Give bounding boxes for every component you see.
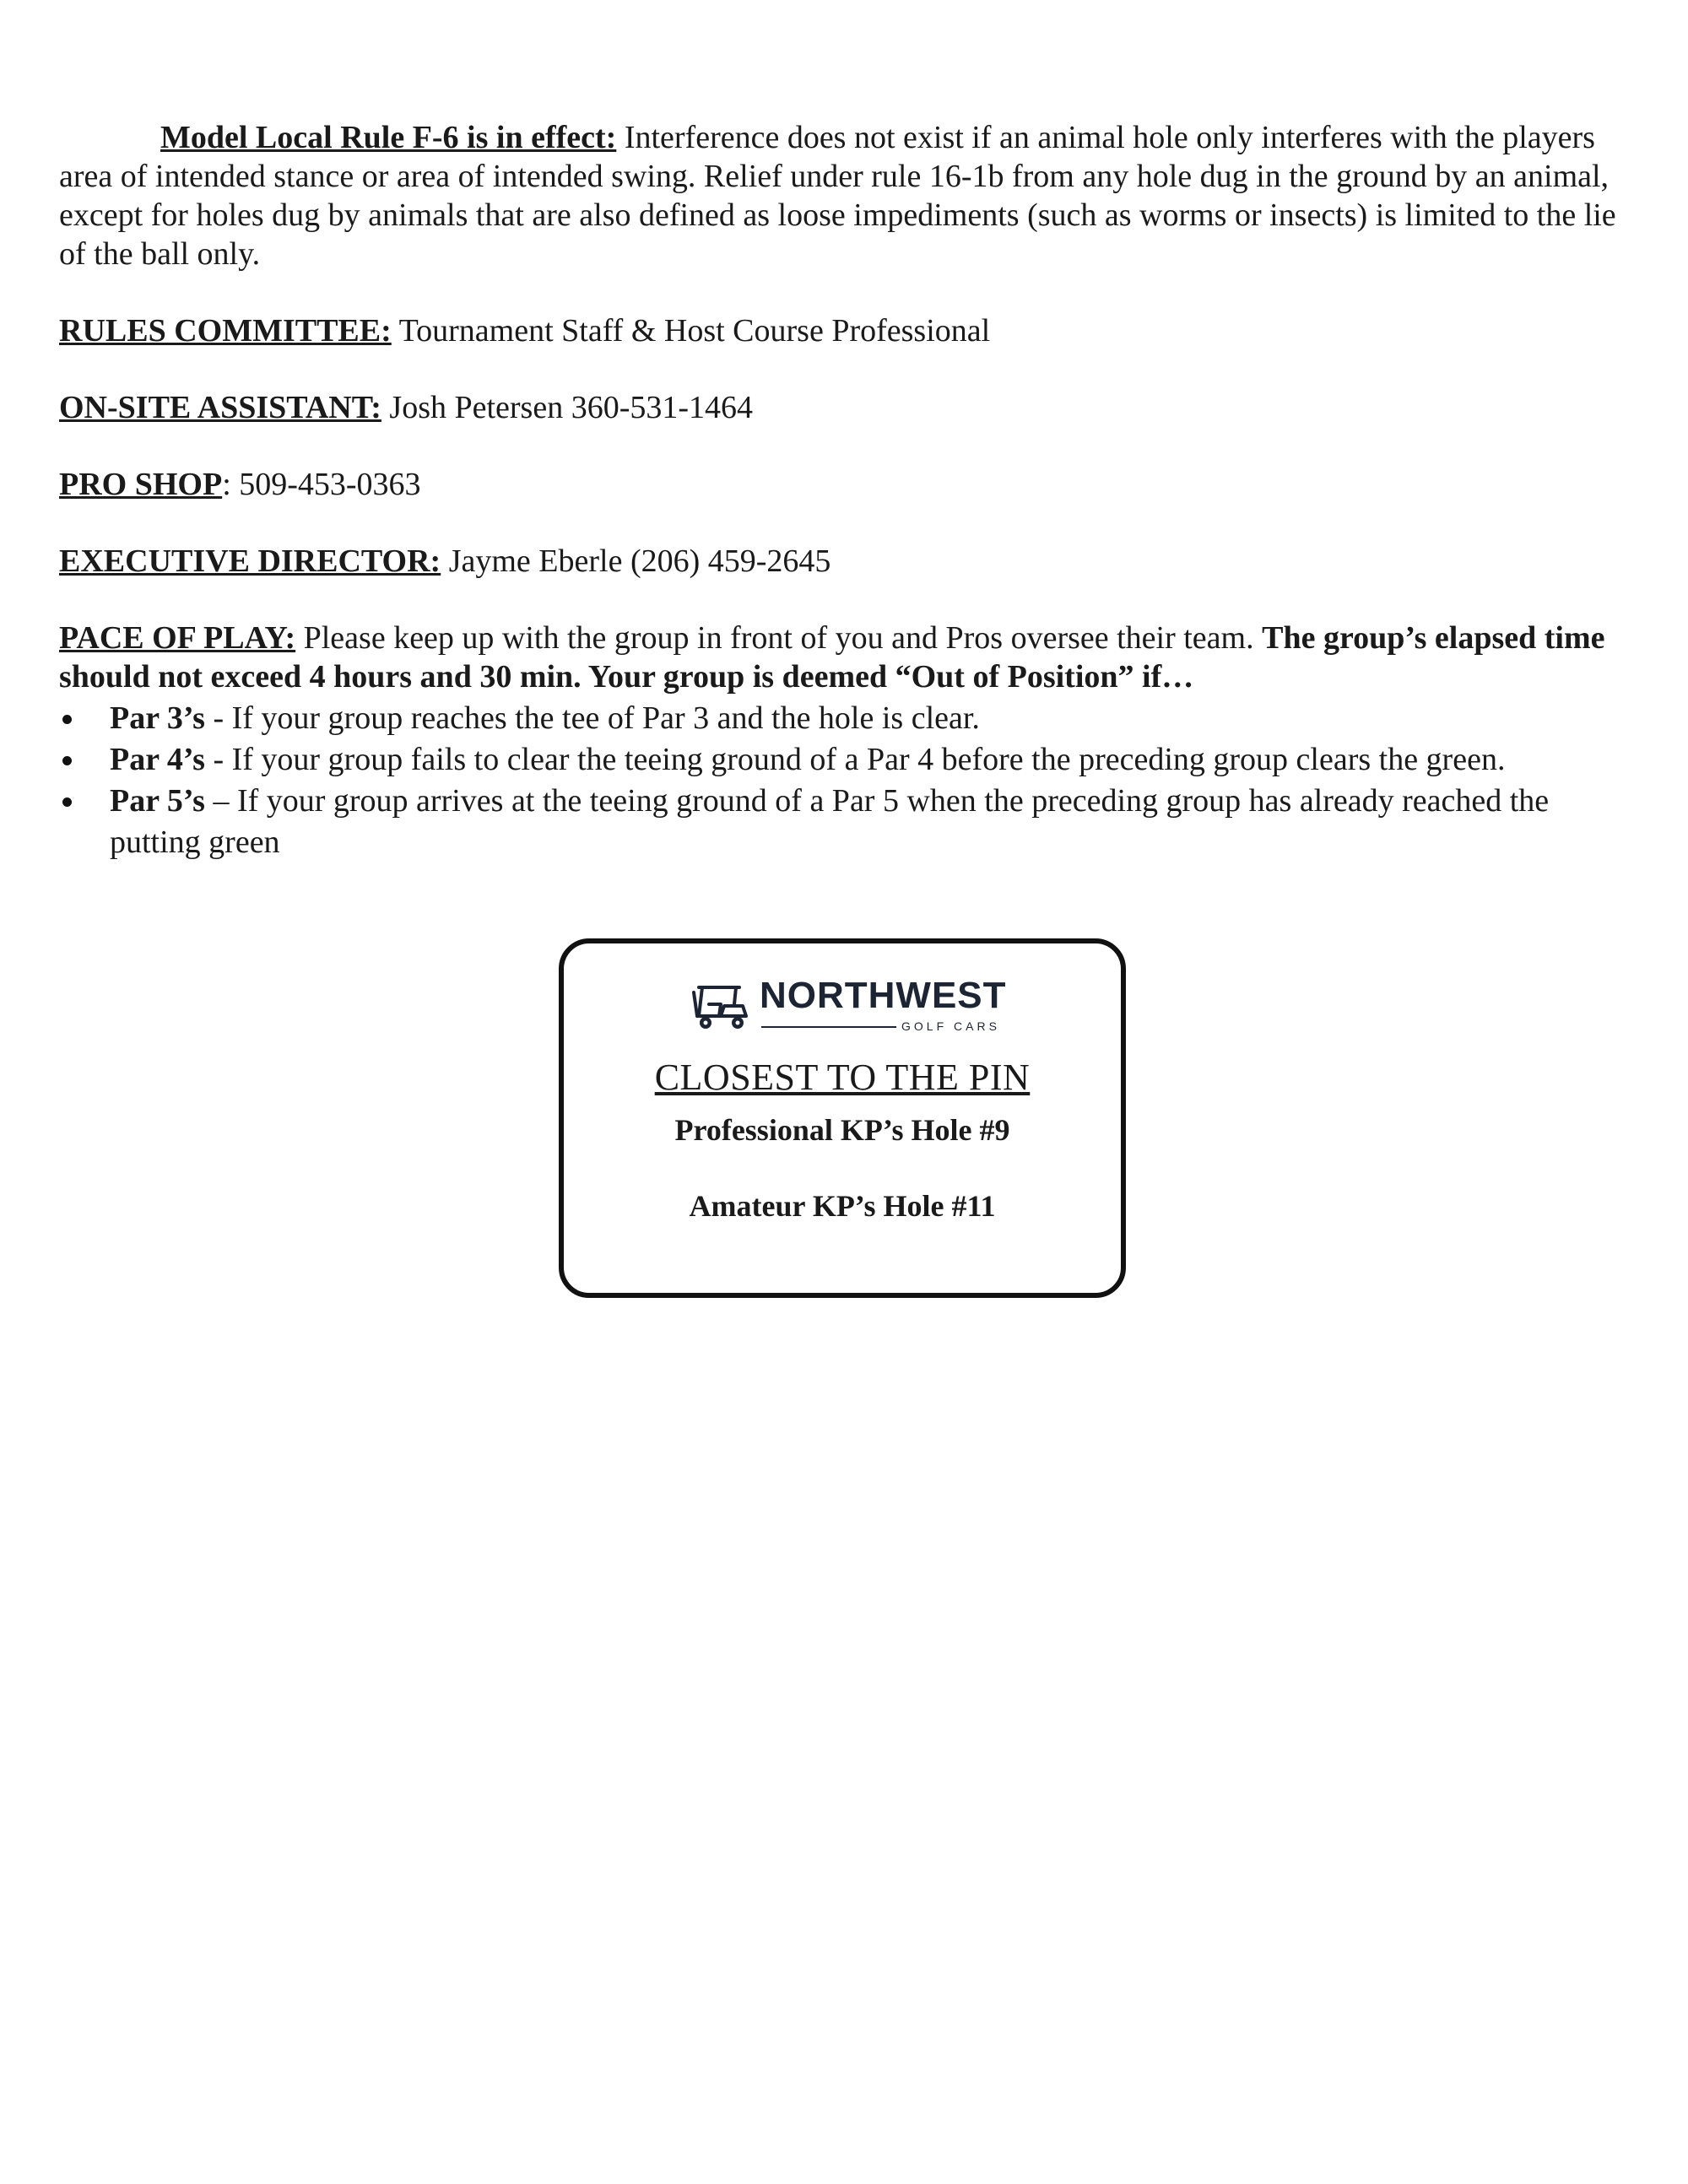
bullet-icon [62,756,72,765]
golf-cart-icon [690,981,755,1035]
onsite-assistant-label: ON-SITE ASSISTANT: [59,390,381,425]
rules-committee-value: Tournament Staff & Host Course Professional [391,313,991,349]
pace-of-play-bold-text: The group’s elapsed time should not exceed 4 hours and 30 min. Your group is deemed “Out of Position” if… [59,620,1605,695]
list-item-term: Par 3’s [110,700,205,736]
executive-director-line [59,542,1629,581]
pro-shop-line [59,465,1629,504]
logo-brand: NORTHWEST [760,975,1007,1016]
bullet-icon [62,715,72,724]
list-item [59,739,1629,781]
pace-of-play-text: Please keep up with the group in front of you and Pros oversee their team. [295,620,1263,656]
onsite-assistant-value: Josh Petersen 360-531-1464 [381,390,754,425]
executive-director-label: EXECUTIVE DIRECTOR: [59,543,441,579]
pro-shop-value: : 509-453-0363 [222,467,421,502]
kp-title: CLOSEST TO THE PIN [654,1057,1031,1098]
logo-subtitle: GOLF CARS [901,1019,1000,1033]
list-item-term: Par 5’s [110,783,205,819]
list-item-text: - If your group fails to clear the teeing ground of a Par 4 before the preceding group clears the green. [204,742,1506,777]
rules-committee-line [59,311,1629,350]
closest-to-pin-box [559,938,1126,1298]
list-item-term: Par 4’s [110,742,205,777]
logo-divider [761,1026,896,1028]
list-item-text: – If your group arrives at the teeing ground of a Par 5 when the preceding group has already reached the putting green [110,783,1550,860]
local-rule-heading: Model Local Rule F-6 is in effect: [160,120,617,155]
list-item [59,698,1629,739]
pace-of-play-paragraph [59,619,1629,696]
kp-amateur: Amateur KP’s Hole #11 [689,1189,996,1223]
pace-of-play-list [59,698,1629,863]
list-item-text: - If your group reaches the tee of Par 3 and the hole is clear. [204,700,980,736]
local-rule-text: Interference does not exist if an animal hole only interferes with the players area of intended stance or area of intended swing. Relief under rule 16-1b from any hole dug in the ground by an animal, except for holes dug by animals that are also defined as loose impediments (such as worms or insects) is limited to the lie of the ball only. [59,120,1616,272]
list-item [59,781,1629,863]
document-body [59,118,1629,863]
rules-committee-label: RULES COMMITTEE: [59,313,392,349]
pro-shop-label: PRO SHOP [59,467,223,502]
local-rule-paragraph [59,118,1629,273]
bullet-icon [62,797,72,807]
pace-of-play-label: PACE OF PLAY: [59,620,296,656]
onsite-assistant-line [59,388,1629,427]
executive-director-value: Jayme Eberle (206) 459-2645 [441,543,831,579]
sponsor-logo [690,976,1011,1045]
kp-professional: Professional KP’s Hole #9 [674,1113,1010,1147]
